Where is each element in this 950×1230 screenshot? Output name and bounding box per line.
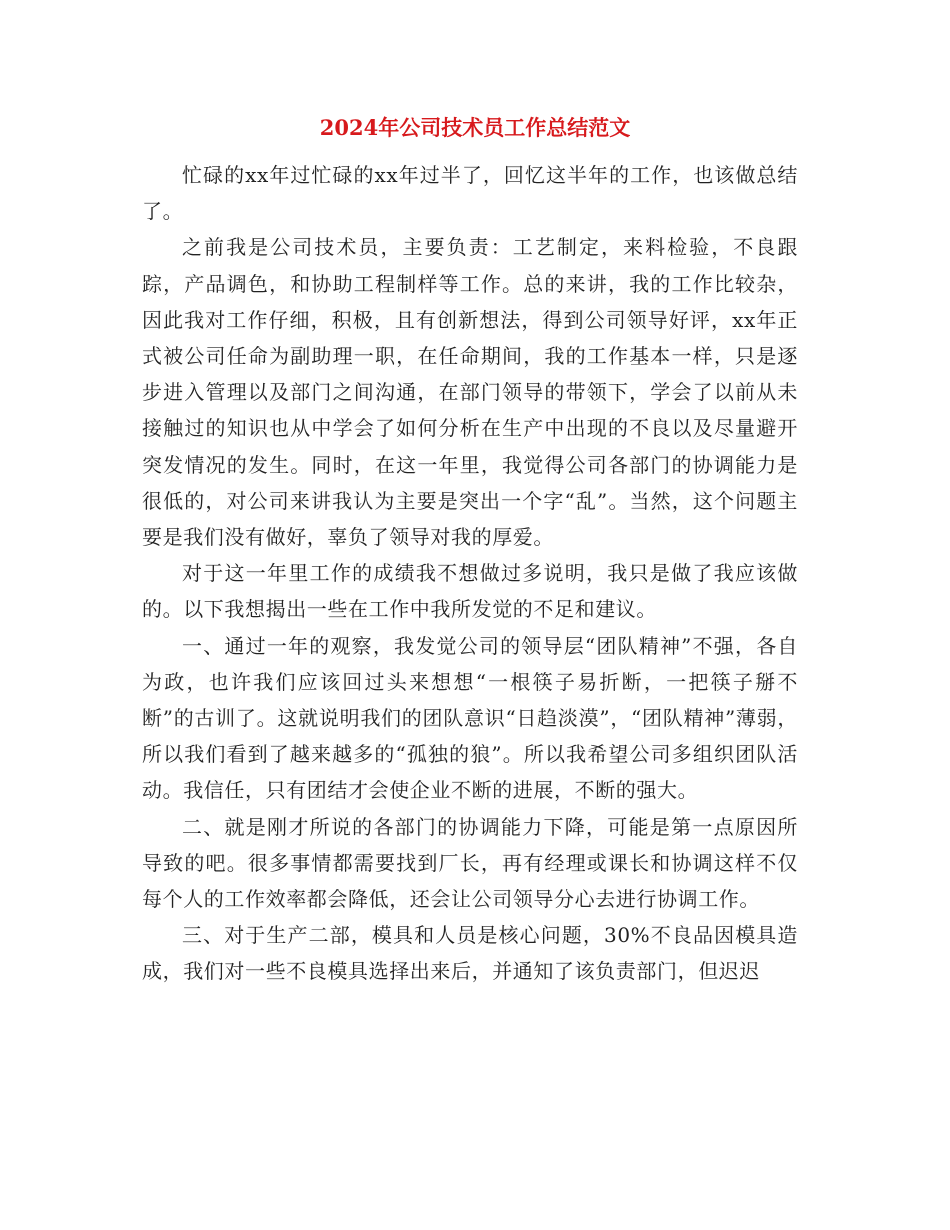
paragraph: 忙碌的xx年过忙碌的xx年过半了，回忆这半年的工作，也该做总结了。 <box>142 163 798 224</box>
document-body <box>142 157 798 990</box>
paragraph: 一、通过一年的观察，我发觉公司的领导层“团队精神”不强，各自为政，也许我们应该回过头来想想“一根筷子易折断，一把筷子掰不断”的古训了。这就说明我们的团队意识“日趋淡漠”，“团队精神”薄弱，所以我们看到了越来越多的“孤独的狼”。所以我希望公司多组织团队活动。我信任，只有团结才会使企业不断的进展，不断的强大。 <box>142 633 798 803</box>
paragraph: 之前我是公司技术员，主要负责：工艺制定，来料检验，不良跟踪，产品调色，和协助工程制样等工作。总的来讲，我的工作比较杂，因此我对工作仔细，积极，且有创新想法，得到公司领导好评，xx年正式被公司任命为副助理一职，在任命期间，我的工作基本一样，只是逐步进入管理以及部门之间沟通，在部门领导的带领下，学会了以前从未接触过的知识也从中学会了如何分析在生产中出现的不良以及尽量避开突发情况的发生。同时，在这一年里，我觉得公司各部门的协调能力是很低的，对公司来讲我认为主要是突出一个字“乱”。当然，这个问题主要是我们没有做好，辜负了领导对我的厚爱。 <box>142 235 798 550</box>
paragraph: 对于这一年里工作的成绩我不想做过多说明，我只是做了我应该做的。以下我想揭出一些在工作中我所发觉的不足和建议。 <box>142 561 798 622</box>
document-title: 2024年公司技术员工作总结范文 <box>319 115 631 140</box>
paragraph: 三、对于生产二部，模具和人员是核心问题，30%不良品因模具造成，我们对一些不良模具选择出来后，并通知了该负责部门，但迟迟 <box>142 923 798 984</box>
paragraph: 二、就是刚才所说的各部门的协调能力下降，可能是第一点原因所导致的吧。很多事情都需要找到厂长，再有经理或课长和协调这样不仅每个人的工作效率都会降低，还会让公司领导分心去进行协调工作。 <box>142 814 798 912</box>
